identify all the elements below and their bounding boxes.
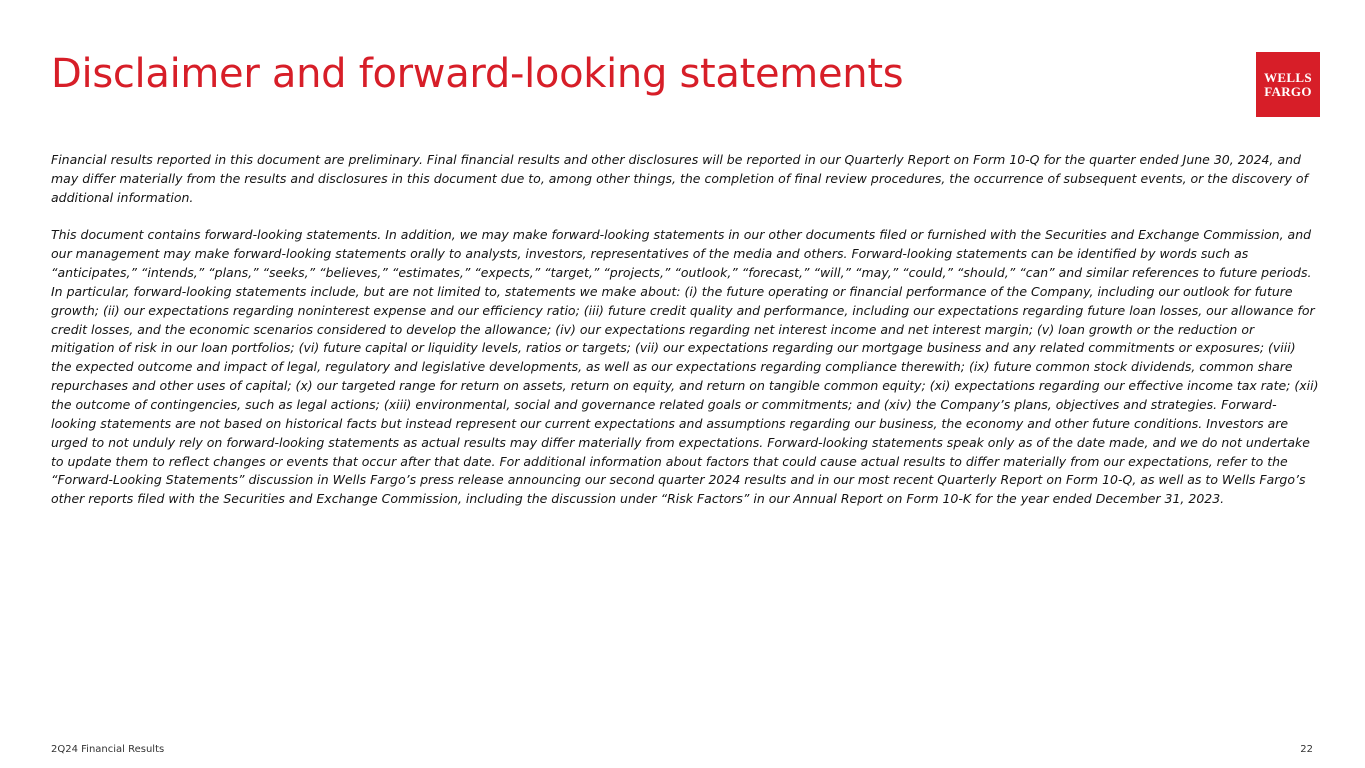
footer-page-number: 22 — [1300, 744, 1313, 755]
page-title: Disclaimer and forward-looking statements — [51, 51, 904, 97]
footer-document-label: 2Q24 Financial Results — [51, 744, 165, 755]
logo-line-fargo: FARGO — [1264, 83, 1312, 99]
wells-fargo-logo — [1256, 52, 1320, 117]
logo-line-wells: WELLS — [1264, 69, 1312, 85]
forward-looking-paragraph: This document contains forward-looking statements. In addition, we may make forward-looking statements in our other documents filed or furnished with the Securities and Exchange Commission, and our management may make forward-looking statements orally to analysts, investors, representatives of the media and others. Forward-looking statements can be identified by words such as “anticipates,” “intends,” “plans,” “seeks,” “believes,” “estimates,” “expects,” “target,” “projects,” “outlook,” “forecast,” “will,” “may,” “could,” “should,” “can” and similar references to future periods. In particular, forward-looking statements include, but are not limited to, statements we make about: (i) the future operating or financial performance of the Company, including our outlook for future growth; (ii) our expectations regarding noninterest expense and our efficiency ratio; (iii) future credit quality and performance, including our expectations regarding future loan losses, our allowance for credit losses, and the economic scenarios considered to develop the allowance; (iv) our expectations regarding net interest income and net interest margin; (v) loan growth or the reduction or mitigation of risk in our loan portfolios; (vi) future capital or liquidity levels, ratios or targets; (vii) our expectations regarding our mortgage business and any related commitments or exposures; (viii) the expected outcome and impact of legal, regulatory and legislative developments, as well as our expectations regarding compliance therewith; (ix) future common stock dividends, common share repurchases and other uses of capital; (x) our targeted range for return on assets, return on equity, and return on tangible common equity; (xi) expectations regarding our effective income tax rate; (xii) the outcome of contingencies, such as legal actions; (xiii) environmental, social and governance related goals or commitments; and (xiv) the Company’s plans, objectives and strategies. Forward-looking statements are not based on historical facts but instead represent our current expectations and assumptions regarding our business, the economy and other future conditions. Investors are urged to not unduly rely on forward-looking statements as actual results may differ materially from expectations. Forward-looking statements speak only as of the date made, and we do not undertake to update them to reflect changes or events that occur after that date. For additional information about factors that could cause actual results to differ materially from our expectations, refer to the “Forward-Looking Statements” discussion in Wells Fargo’s press release announcing our second quarter 2024 results and in our most recent Quarterly Report on Form 10-Q, as well as to Wells Fargo’s other reports filed with the Securities and Exchange Commission, including the discussion under “Risk Factors” in our Annual Report on Form 10-K for the year ended December 31, 2023. — [51, 227, 1319, 507]
preliminary-results-paragraph: Financial results reported in this document are preliminary. Final financial results and other disclosures will be reported in our Quarterly Report on Form 10-Q for the quarter ended June 30, 2024, and may differ materially from the results and disclosures in this document due to, among other things, the completion of final review procedures, the occurrence of subsequent events, or the discovery of additional information. — [51, 152, 1308, 205]
disclaimer-body — [51, 151, 1319, 509]
